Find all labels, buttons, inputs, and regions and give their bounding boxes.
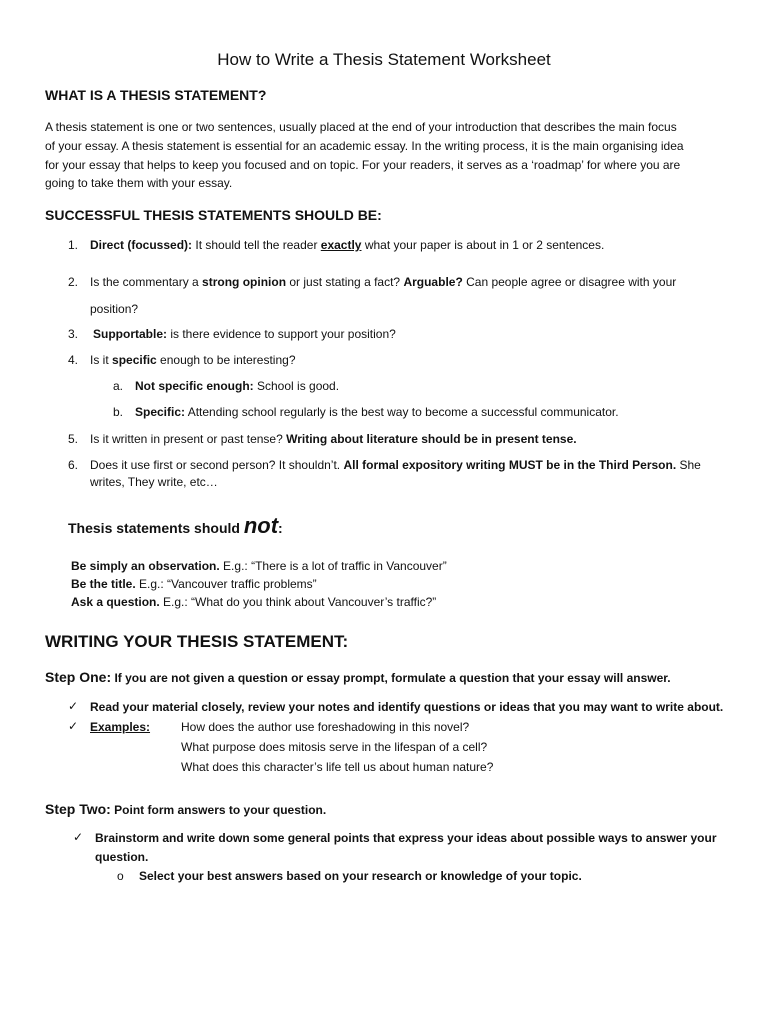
paragraph-line: for your essay that helps to keep you focused and on topic. For your readers, it serves as a ‘roadmap’ for where you are [45,157,681,172]
section-heading-writing: WRITING YOUR THESIS STATEMENT: [45,632,349,651]
sub-list-item: Specific: Attending school regularly is the best way to become a successful communicator. [135,405,619,419]
bullet-item-continuation: question. [95,850,149,864]
list-item: Ask a question. E.g.: “What do you think about Vancouver’s traffic?” [71,595,437,609]
page-title: How to Write a Thesis Statement Worksheet [217,50,551,69]
paragraph-line: A thesis statement is one or two sentences, usually placed at the end of your introduction that describes the main focus [45,120,677,134]
list-number: 6. [68,458,79,472]
list-number: 1. [68,238,79,252]
section-heading-should-not: Thesis statements should not: [68,513,283,538]
step-two: Step Two: Point form answers to your question. [45,801,327,817]
what-is-paragraph [45,118,725,193]
section-heading-what-is: WHAT IS A THESIS STATEMENT? [45,87,267,103]
sub-bullet-item: Select your best answers based on your research or knowledge of your topic. [139,869,582,883]
list-item: Be simply an observation. E.g.: “There is a lot of traffic in Vancouver” [71,559,447,573]
list-number: 5. [68,432,79,446]
paragraph-line: of your essay. A thesis statement is essential for an academic essay. In the writing process, it is the main organising idea [45,138,684,153]
not-emphasis: not [243,513,279,538]
check-icon: ✓ [68,699,79,713]
sub-list-letter: a. [113,379,124,393]
list-item: Does it use first or second person? It shouldn’t. All formal expository writing MUST be in the Third Person. She [90,458,701,472]
list-item: Supportable: is there evidence to support your position? [93,327,396,341]
section-heading-successful: SUCCESSFUL THESIS STATEMENTS SHOULD BE: [45,207,382,223]
sub-list-item: Not specific enough: School is good. [135,379,340,393]
sub-list-letter: b. [113,405,124,419]
paragraph-line: going to take them with your essay. [45,176,233,191]
bullet-item: Read your material closely, review your notes and identify questions or ideas that you may want to write about. [90,700,724,714]
list-number: 4. [68,353,79,367]
example-question: What does this character’s life tell us about human nature? [181,760,494,774]
step-one: Step One: If you are not given a question or essay prompt, formulate a question that your essay will answer. [45,669,671,685]
list-item: Is it specific enough to be interesting? [90,353,296,367]
list-item: Is it written in present or past tense? Writing about literature should be in present tense. [90,432,577,446]
circle-bullet-icon: o [117,869,124,883]
check-icon: ✓ [73,830,84,844]
list-item: Direct (focussed): It should tell the reader exactly what your paper is about in 1 or 2 sentences. [90,238,605,252]
list-number: 2. [68,275,79,289]
check-icon: ✓ [68,719,79,733]
list-item-continuation: position? [90,302,139,316]
bullet-item: Brainstorm and write down some general points that express your ideas about possible ways to answer your [95,831,717,845]
example-question: What purpose does mitosis serve in the lifespan of a cell? [181,740,488,754]
list-item: Be the title. E.g.: “Vancouver traffic problems” [71,577,317,591]
example-question: How does the author use foreshadowing in this novel? [181,720,470,734]
list-item-continuation: writes, They write, etc… [90,475,218,489]
list-item: Is the commentary a strong opinion or just stating a fact? Arguable? Can people agree or disagree with your [90,275,677,289]
list-number: 3. [68,327,79,341]
examples-label: Examples: [90,720,151,734]
